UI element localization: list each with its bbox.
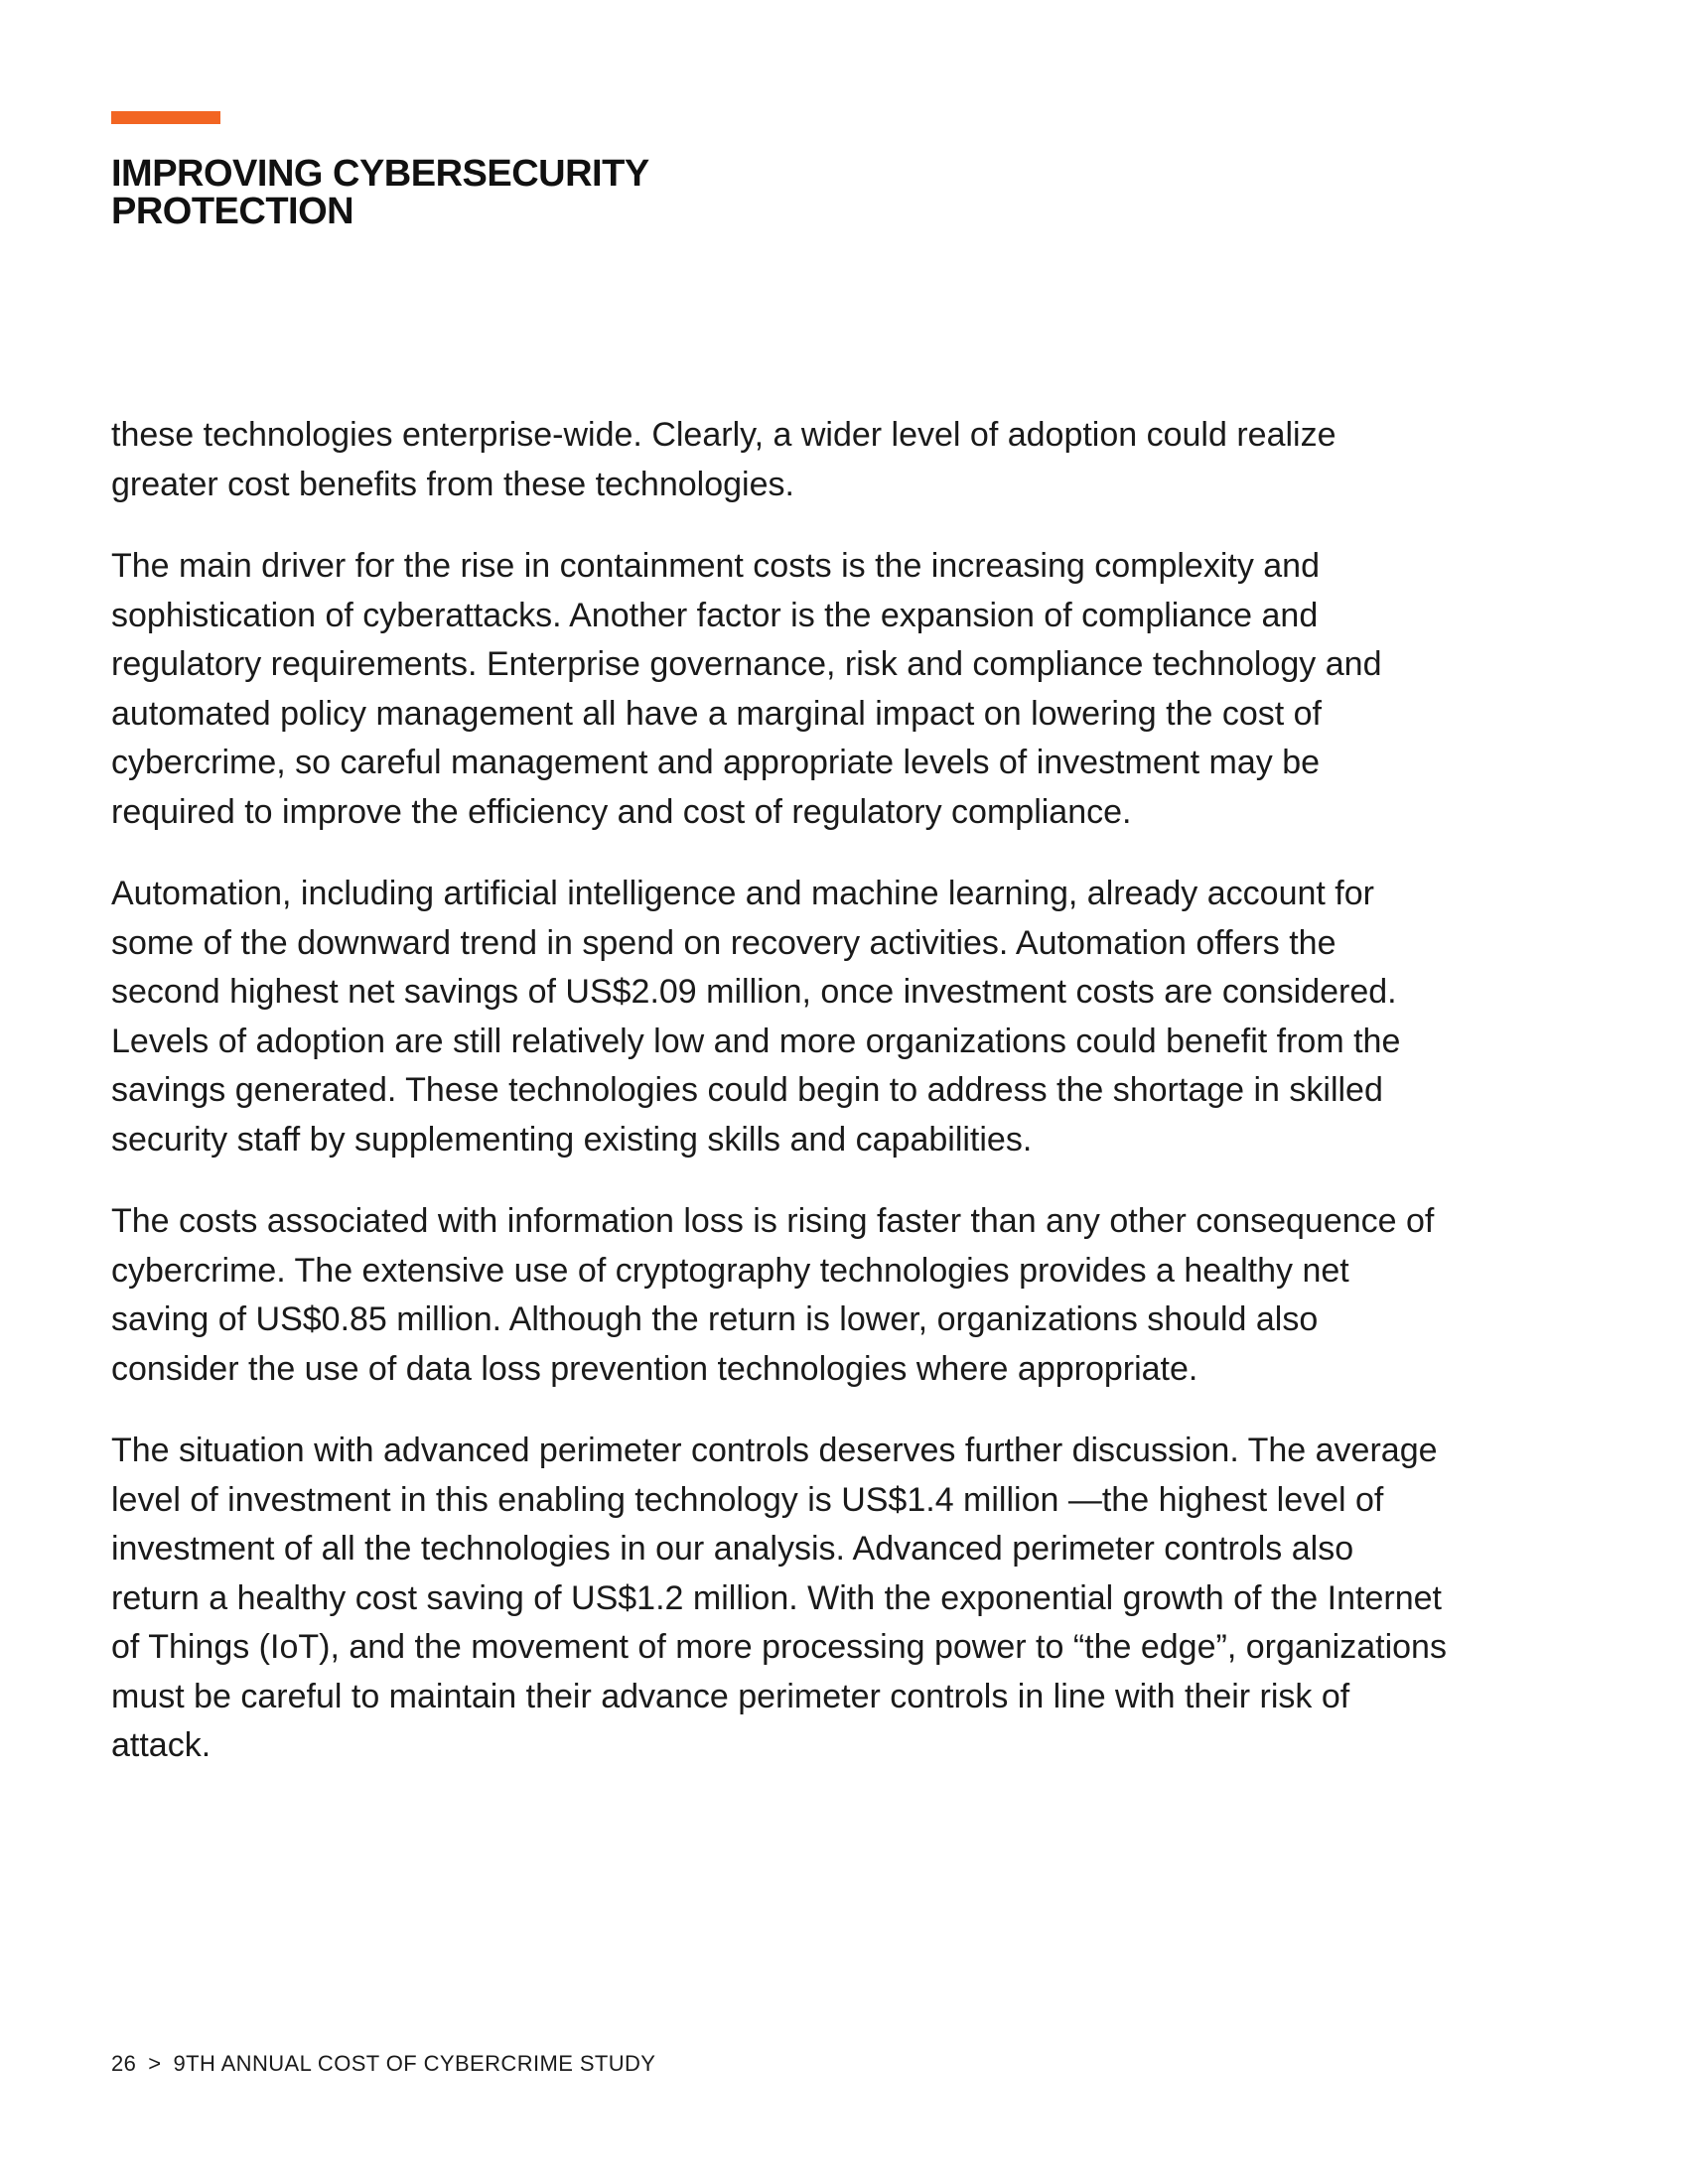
paragraph-2: The main driver for the rise in containment costs is the increasing complexity and sophistication of cyberattacks. Another factor is the expansion of compliance and regulatory requirements. Enterprise governance, risk and compliance technology and automated policy management all have a marginal impact on lowering the cost of cybercrime, so careful management and appropriate levels of investment may be required to improve the efficiency and cost of regulatory compliance. [111,547,1382,831]
page-footer [111,2051,655,2077]
paragraph-3: Automation, including artificial intelligence and machine learning, already account for some of the downward trend in spend on recovery activities. Automation offers the second highest net savings of US$2.09 million, once investment costs are considered. Levels of adoption are still relatively low and more organizations could benefit from the savings generated. These technologies could begin to address the shortage in skilled security staff by supplementing existing skills and capabilities. [111,875,1401,1159]
section-title-line-1: IMPROVING CYBERSECURITY [111,153,649,195]
footer-separator: > [148,2051,162,2076]
section-title [111,155,1005,230]
publication-title: 9TH ANNUAL COST OF CYBERCRIME STUDY [173,2051,656,2076]
section-title-line-2: PROTECTION [111,191,354,232]
paragraph-1: these technologies enterprise-wide. Clearly, a wider level of adoption could realize greater cost benefits from these technologies. [111,416,1336,503]
accent-bar [111,111,220,124]
paragraph-5: The situation with advanced perimeter controls deserves further discussion. The average level of investment in this enabling technology is US$1.4 million —the highest level of investment of all the technologies in our analysis. Advanced perimeter controls also return a healthy cost saving of US$1.2 million. With the exponential growth of the Internet of Things (IoT), and the movement of more processing power to “the edge”, organizations must be careful to maintain their advance perimeter controls in line with their risk of attack. [111,1432,1447,1764]
paragraph-4: The costs associated with information loss is rising faster than any other consequence of cybercrime. The extensive use of cryptography technologies provides a healthy net saving of US$0.85 million. Although the return is lower, organizations should also consider the use of data loss prevention technologies where appropriate. [111,1202,1435,1388]
page-number: 26 [111,2051,137,2076]
body-text [111,411,1447,1804]
